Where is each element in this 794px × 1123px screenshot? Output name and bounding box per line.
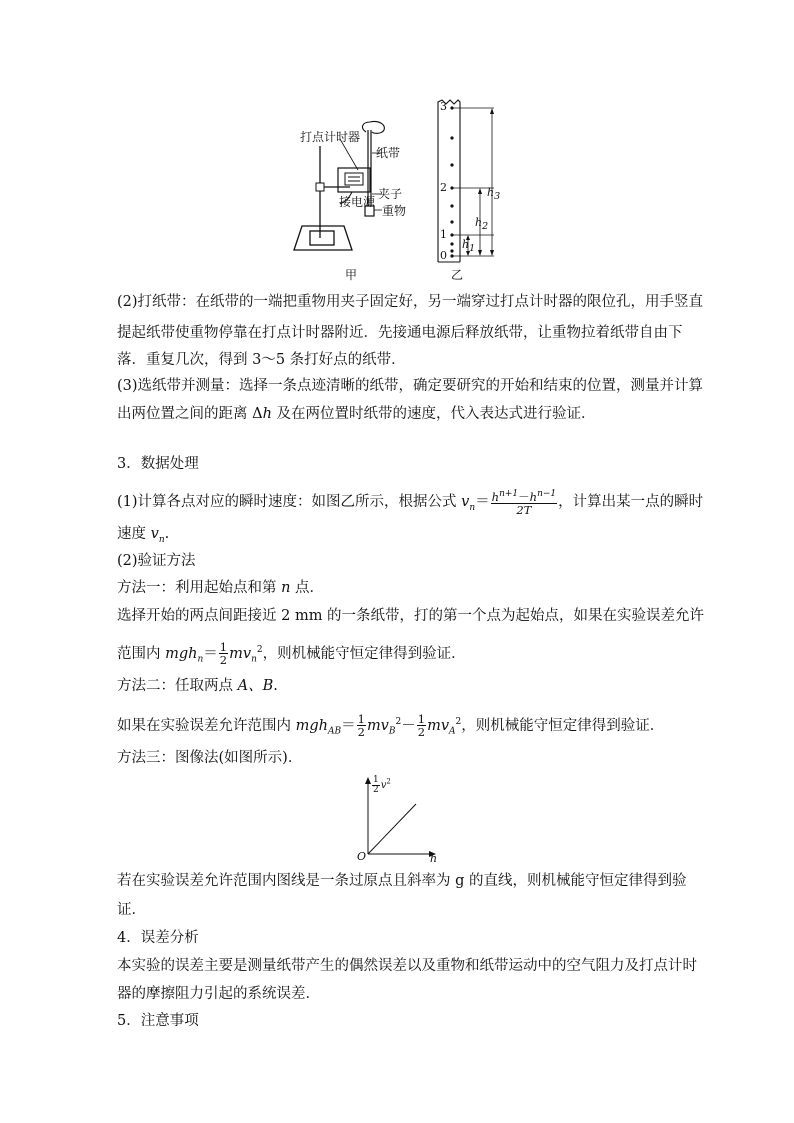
method-1-line-2: 范围内 mgh$_n$＝ $\frac{1}{2}$ $mv_n^2$，则机械能守恒定律得到验证． xyxy=(117,640,466,668)
method-3-line-2: 证． xyxy=(117,902,146,918)
method-2-title: 方法二：任取两点 A、B. xyxy=(117,678,278,694)
tape-point-1: 1 xyxy=(440,228,447,241)
para-3-line-2: 出两位置之间的距离 Δh 及在两位置时纸带的速度，代入表达式进行验证． xyxy=(117,406,596,422)
tape-dot xyxy=(450,242,453,245)
tape-dot xyxy=(450,249,453,252)
method-1-title: 方法一：利用起始点和第 n 点． xyxy=(117,580,325,596)
section-5-heading: 5．注意事项 xyxy=(117,1013,199,1029)
para-2-line-3: 落．重复几次，得到 3～5 条打好点的纸带． xyxy=(117,352,406,368)
method-3-title: 方法三：图像法(如图所示)． xyxy=(117,750,303,766)
label-clip: 夹子 xyxy=(378,187,403,201)
section-3-para-2-heading: (2)验证方法 xyxy=(117,553,196,569)
tape-dot xyxy=(450,204,453,207)
method-2-line: 如果在实验误差允许范围内 mgh$_{AB}$＝ $\frac{1}{2}$ $mv_B^2-$ $\frac{1}{2}$ $mv_A^2$，则机械能守恒定律得到验证． xyxy=(117,712,665,740)
section-3-para-1-line-2: 速度 $v_n$. xyxy=(117,526,170,545)
graph-line xyxy=(368,804,416,854)
tape-dot xyxy=(450,136,453,139)
tape-point-0: 0 xyxy=(440,249,447,262)
velocity-formula-fraction: $\frac{h^{n+1}-h^{n-1}}{2T}$ xyxy=(491,489,557,517)
tape-dot xyxy=(450,220,453,223)
label-weight: 重物 xyxy=(382,204,407,218)
para-2-line-2: 提起纸带使重物停靠在打点计时器附近．先接通电源后释放纸带，让重物拉着纸带自由下 xyxy=(117,325,683,341)
figure-caption-yi: 乙 xyxy=(451,268,464,282)
figure-caption-jia: 甲 xyxy=(345,268,358,282)
label-tape: 纸带 xyxy=(376,146,401,160)
rod-clamp xyxy=(316,183,324,191)
section-3-heading: 3．数据处理 xyxy=(117,456,199,472)
label-h1: $h_1$ xyxy=(462,238,476,255)
apparatus-figure xyxy=(290,98,450,278)
method-3-line-1: 若在实验误差允许范围内图线是一条过原点且斜率为 g 的直线，则机械能守恒定律得到验 xyxy=(117,873,687,889)
timer-coil xyxy=(345,173,363,185)
graph-origin-label: O xyxy=(357,850,367,863)
method-1-line-1: 选择开始的两点间距接近 2 mm 的一条纸带，打的第一个点为起始点，如果在实验误差允许 xyxy=(117,608,705,624)
section-4-line-1: 本实验的误差主要是测量纸带产生的偶然误差以及重物和纸带运动中的空气阻力及打点计时 xyxy=(117,958,697,974)
base-inner-rect xyxy=(310,231,334,245)
graph-y-label: $\frac{1}{2}$ $v^2$ xyxy=(373,775,391,795)
tape-dot xyxy=(450,163,453,166)
para-3-line-1: (3)选纸带并测量：选择一条点迹清晰的纸带，确定要研究的开始和结束的位置，测量并计算 xyxy=(117,378,704,394)
para-2-line-1: (2)打纸带：在纸带的一端把重物用夹子固定好，另一端穿过打点计时器的限位孔，用手竖直 xyxy=(117,294,704,310)
tape-point-2: 2 xyxy=(440,181,447,194)
label-h2: $h_2$ xyxy=(475,216,489,233)
base-plate-shape xyxy=(294,226,352,250)
label-power: 接电源 xyxy=(339,195,376,209)
label-timer: 打点计时器 xyxy=(300,130,361,144)
label-h3: $h_3$ xyxy=(487,186,501,203)
tape-point-3: 3 xyxy=(440,100,447,113)
section-4-heading: 4．误差分析 xyxy=(117,930,199,946)
graph-x-label: h xyxy=(430,852,438,865)
hand-shape xyxy=(363,121,385,133)
section-3-para-1: (1)计算各点对应的瞬时速度：如图乙所示，根据公式 $v_n=$ $\frac{h^{n+1}-h^{n-1}}{2T}$ ，计算出某一点的瞬时 xyxy=(117,489,704,517)
timer-body xyxy=(338,168,370,192)
section-4-line-2: 器的摩擦阻力引起的系统误差． xyxy=(117,986,320,1002)
